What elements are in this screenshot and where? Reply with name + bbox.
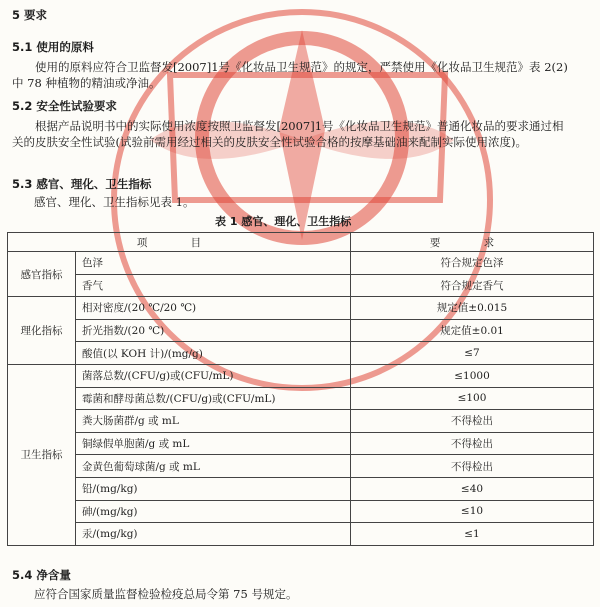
group-hygiene: 卫生指标 <box>8 364 76 545</box>
table-row <box>8 319 594 342</box>
section-5-2-title: 5.2 安全性试验要求 <box>12 99 117 113</box>
header-item: 项 目 <box>8 233 351 252</box>
row-item: 酸值(以 KOH 计)/(mg/g) <box>76 342 351 365</box>
section-5-3-body: 感官、理化、卫生指标见表 1。 <box>34 195 195 209</box>
row-item: 色泽 <box>76 252 351 275</box>
row-item: 铜绿假单胞菌/g 或 mL <box>76 432 351 455</box>
row-requirement: ≤1 <box>351 523 594 546</box>
section-5-4-body: 应符合国家质量监督检验检疫总局令第 75 号规定。 <box>34 587 298 601</box>
row-requirement: ≤40 <box>351 477 594 500</box>
row-requirement: 不得检出 <box>351 455 594 478</box>
table-row <box>8 500 594 523</box>
row-requirement: 符合规定色泽 <box>351 252 594 275</box>
table-row <box>8 432 594 455</box>
indicator-table <box>7 232 594 546</box>
table-row <box>8 477 594 500</box>
table-caption: 表 1 感官、理化、卫生指标 <box>215 215 352 228</box>
table-header-row <box>8 233 594 252</box>
table-row <box>8 523 594 546</box>
row-requirement: ≤100 <box>351 387 594 410</box>
section-5-title: 5 要求 <box>12 8 48 22</box>
table-row <box>8 410 594 433</box>
section-5-4-title: 5.4 净含量 <box>12 568 71 582</box>
row-item: 汞/(mg/kg) <box>76 523 351 546</box>
table-row <box>8 297 594 320</box>
row-item: 铅/(mg/kg) <box>76 477 351 500</box>
row-item: 相对密度/(20 ℃/20 ℃) <box>76 297 351 320</box>
row-item: 香气 <box>76 274 351 297</box>
section-5-2-body: 根据产品说明书中的实际使用浓度按照卫监督发[2007]1号《化妆品卫生规范》普通化妆品的要求通过相关的皮肤安全性试验(试验前需用经过相关的皮肤安全性试验合格的按摩基础油来配制实际使用浓度)。 <box>12 119 564 149</box>
row-requirement: ≤10 <box>351 500 594 523</box>
row-requirement: ≤7 <box>351 342 594 365</box>
row-item: 霉菌和酵母菌总数/(CFU/g)或(CFU/mL) <box>76 387 351 410</box>
row-requirement: 规定值±0.015 <box>351 297 594 320</box>
row-requirement: 不得检出 <box>351 432 594 455</box>
row-item: 粪大肠菌群/g 或 mL <box>76 410 351 433</box>
row-item: 金黄色葡萄球菌/g 或 mL <box>76 455 351 478</box>
table-row <box>8 342 594 365</box>
group-sensory: 感官指标 <box>8 252 76 297</box>
table-row <box>8 274 594 297</box>
row-requirement: 不得检出 <box>351 410 594 433</box>
row-requirement: 规定值±0.01 <box>351 319 594 342</box>
row-requirement: 符合规定香气 <box>351 274 594 297</box>
group-physicochemical: 理化指标 <box>8 297 76 365</box>
section-5-3-title: 5.3 感官、理化、卫生指标 <box>12 177 152 191</box>
row-requirement: ≤1000 <box>351 364 594 387</box>
table-row <box>8 252 594 275</box>
section-5-1-body: 使用的原料应符合卫监督发[2007]1号《化妆品卫生规范》的规定，严禁使用《化妆品卫生规范》表 2(2)中 78 种植物的精油或净油。 <box>12 60 568 90</box>
row-item: 菌落总数/(CFU/g)或(CFU/mL) <box>76 364 351 387</box>
section-5-1-title: 5.1 使用的原料 <box>12 40 94 54</box>
row-item: 砷/(mg/kg) <box>76 500 351 523</box>
table-row <box>8 364 594 387</box>
table-row <box>8 455 594 478</box>
header-requirement: 要 求 <box>351 233 594 252</box>
table-row <box>8 387 594 410</box>
row-item: 折光指数/(20 ℃) <box>76 319 351 342</box>
